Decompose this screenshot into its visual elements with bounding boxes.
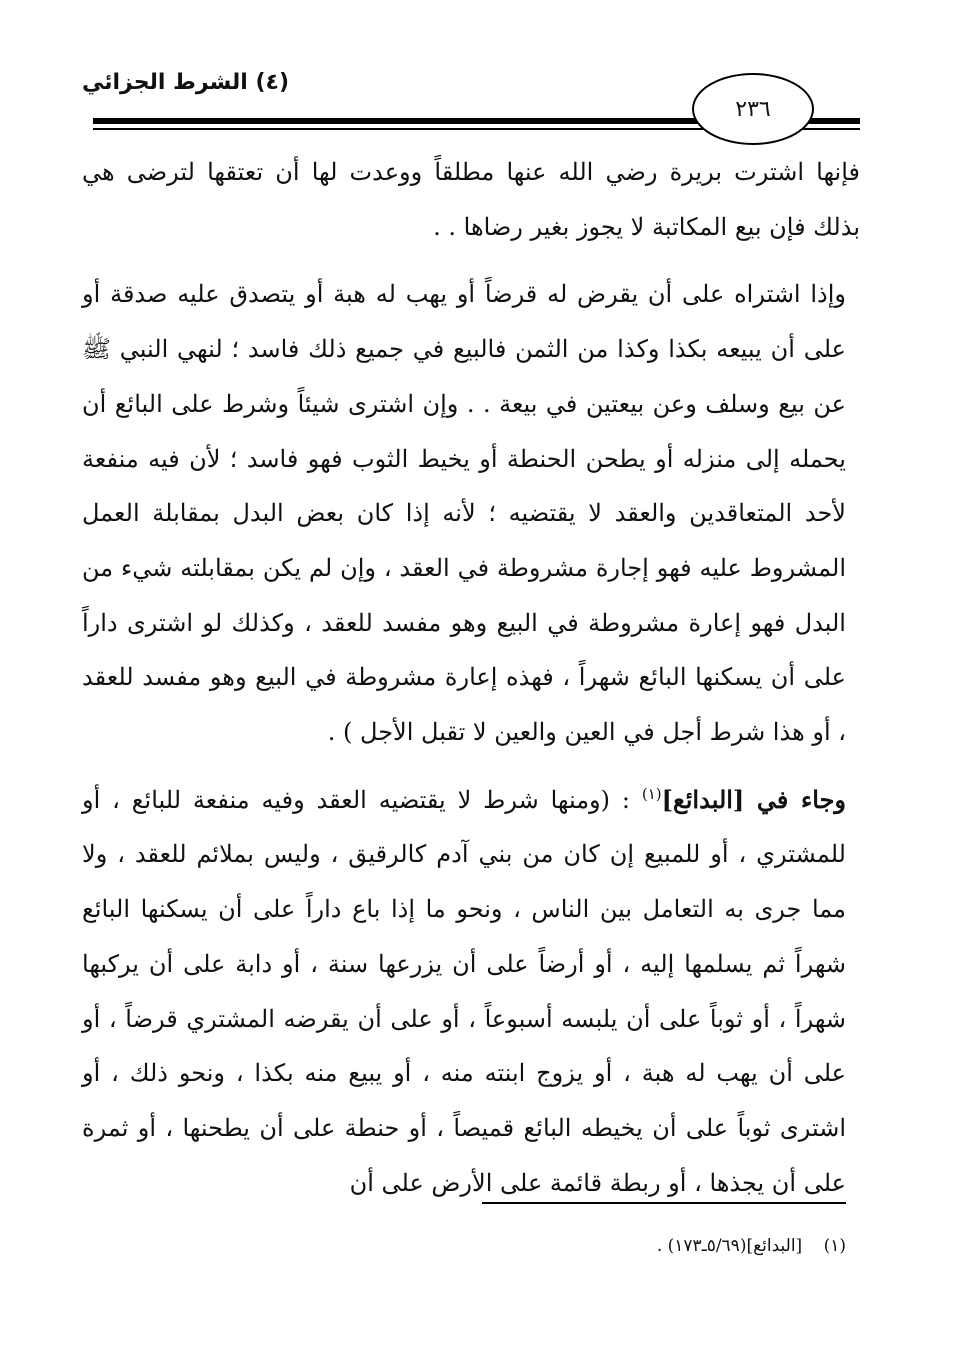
footnote-text: [البدائع](٥/٦٩ـ١٧٣) . [656, 1236, 803, 1256]
paragraph-1 [82, 145, 860, 254]
text-line: وإذا اشتراه على أن يقرض له قرضاً أو يهب له هبة أو يتصدق عليه صدقة [110, 280, 847, 309]
text-line: لو اشترى داراً على أن يسكنها البائع شهراً ، فهذه إعارة مشروطة في البيع وهو [82, 608, 846, 692]
paragraph-3 [82, 773, 860, 1211]
text-line: يركبها شهراً ، أو ثوباً على أن يلبسه أسبوعاً ، أو على أن يقرضه المشتري [82, 949, 846, 1033]
text-line: ذلك ، أو اشترى ثوباً على أن يخيطه البائع قميصاً ، أو حنطة على أن [82, 1059, 846, 1142]
page-number: ٢٣٦ [735, 96, 771, 122]
text-line: ولا مما جرى به التعامل بين الناس ، ونحو ما إذا باع داراً على أن يسكنها [82, 840, 846, 924]
footnote-number: (١) [823, 1236, 846, 1256]
running-header-title: (٤) الشرط الجزائي [82, 70, 289, 95]
text-line: أو على أن يبيعه بكذا وكذا من الثمن فالبيع في جميع ذلك فاسد ؛ لنهي النبي [82, 280, 846, 364]
page-number-oval [692, 73, 814, 145]
text-line: البائع أن يحمله إلى منزله أو يطحن الحنطة أو يخيط الثوب فهو فاسد ؛ لأن [82, 389, 846, 473]
body-text [82, 145, 860, 1210]
footnote-reference[interactable]: (١) [641, 784, 662, 803]
text-line: بمقابلته شيء من البدل فهو إعارة مشروطة في البيع وهو مفسد للعقد ، وكذلك [82, 553, 846, 637]
text-line: بذلك فإن بيع المكاتبة لا يجوز بغير رضاها . . [433, 212, 860, 241]
text-line: : (ومنها شرط لا يقتضيه العقد وفيه منفعة للبائع ، [112, 785, 642, 814]
text-line: بمقابلة العمل المشروط عليه فهو إجارة مشروطة في العقد ، وإن لم يكن [82, 499, 847, 582]
text-line: مفسد للعقد ، أو هذا شرط أجل في العين والعين لا تقبل الأجل ) . [82, 663, 846, 747]
text-line: فإنها اشترت بريرة رضي الله عنها مطلقاً ووعدت لها أن تعتقها لترضى هي [82, 158, 860, 186]
text-line: قرضاً ، أو على أن يهب له هبة ، أو يزوج ابنته منه ، أو يبيع منه بكذا ، ونحو [82, 1004, 846, 1088]
text-line: البائع شهراً ثم يسلمها إليه ، أو أرضاً على أن يزرعها سنة ، أو دابة على أن [82, 895, 846, 978]
text-line: ﷺ عن بيع وسلف وعن بيعتين في بيعة . . وإن اشترى شيئاً وشرط على [82, 335, 846, 418]
text-line: يطحنها ، أو ثمرة على أن يجذها ، أو ربطة قائمة على الأرض على أن [82, 1113, 846, 1197]
footnote [560, 1236, 846, 1256]
footnote-divider [482, 1202, 846, 1204]
text-line: فيه منفعة لأحد المتعاقدين والعقد لا يقتضيه ؛ لأنه إذا كان بعض البدل [82, 444, 846, 528]
bold-lead-text: وجاء في [البدائع] [661, 784, 846, 814]
text-line: أو للمشتري ، أو للمبيع إن كان من بني آدم كالرقيق ، وليس بملائم للعقد ، [82, 785, 846, 869]
paragraph-2 [82, 267, 860, 759]
